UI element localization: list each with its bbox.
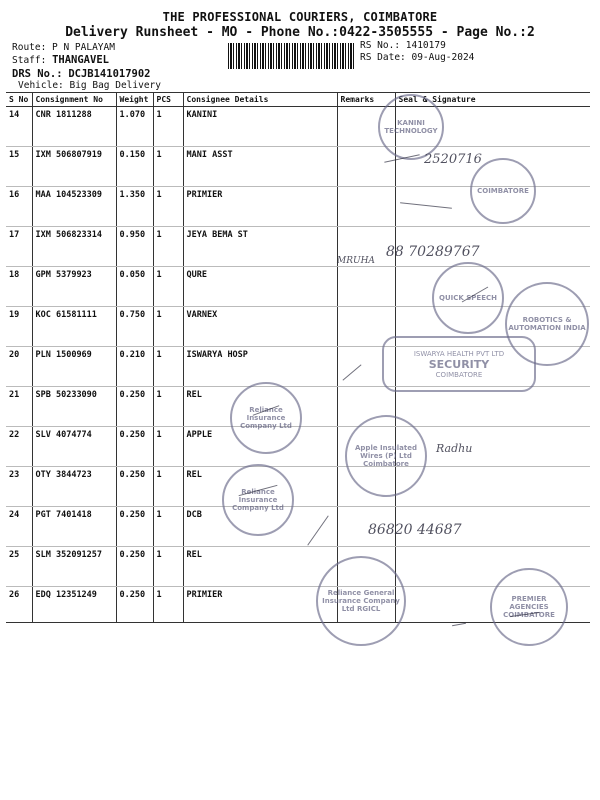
col-consignee: Consignee Details [183,93,337,107]
col-pcs: PCS [153,93,183,107]
cell-sno: 14 [6,107,32,147]
drs-line [12,68,151,80]
cell-consignment: OTY 3844723 [32,467,116,507]
cell-consignee: QURE [183,267,337,307]
drs-number: DCJB141017902 [68,68,151,80]
cell-pcs: 1 [153,347,183,387]
staff-line [12,54,109,66]
cell-sno: 17 [6,227,32,267]
cell-sno: 18 [6,267,32,307]
cell-weight: 0.150 [116,147,153,187]
handwritten-number: 86820 44687 [368,522,462,538]
cell-sno: 26 [6,587,32,623]
cell-remarks [337,147,395,187]
cell-pcs: 1 [153,307,183,347]
cell-consignment: IXM 506823314 [32,227,116,267]
cell-pcs: 1 [153,507,183,547]
drs-label: DRS No.: [12,68,63,80]
signature [452,623,466,626]
cell-consignment: GPM 5379923 [32,267,116,307]
cell-consignee: VARNEX [183,307,337,347]
cell-weight: 0.250 [116,387,153,427]
handwritten-number: 2520716 [424,152,482,167]
staff-name: THANGAVEL [52,54,109,66]
cell-pcs: 1 [153,267,183,307]
cell-consignment: PGT 7401418 [32,507,116,547]
route: Route: P N PALAYAM [12,42,115,53]
iswarya-seal-text: ISWARYA HEALTH PVT LTD [413,349,505,358]
cell-remarks [337,267,395,307]
cell-weight: 1.070 [116,107,153,147]
cell-sno: 25 [6,547,32,587]
cell-sno: 19 [6,307,32,347]
cell-weight: 1.350 [116,187,153,227]
cell-consignment: EDQ 12351249 [32,587,116,623]
cell-remarks [337,187,395,227]
table-row [6,467,590,507]
company-title: THE PROFESSIONAL COURIERS, COIMBATORE [162,10,438,24]
cell-sno: 24 [6,507,32,547]
premier-seal: PREMIER AGENCIES COIMBATORE [490,568,568,646]
cell-pcs: 1 [153,467,183,507]
cell-consignment: PLN 1500969 [32,347,116,387]
reliance-general-seal: Reliance General Insurance Company Ltd RGICL [316,556,406,646]
cell-seal [395,547,590,587]
reliance-seal: Reliance Insurance Company Ltd [222,464,294,536]
reliance-seal: Reliance Insurance Company Ltd [230,382,302,454]
cell-weight: 0.250 [116,587,153,623]
table-row [6,507,590,547]
cell-consignee: JEYA BEMA ST [183,227,337,267]
cell-consignee: REL [183,387,337,427]
cell-consignment: SLV 4074774 [32,427,116,467]
cell-consignee: ISWARYA HOSP [183,347,337,387]
cell-sno: 23 [6,467,32,507]
cell-sno: 22 [6,427,32,467]
cell-consignee: PRIMIER [183,187,337,227]
cell-consignment: SLM 352091257 [32,547,116,587]
cell-pcs: 1 [153,427,183,467]
cell-consignee: DCB [183,507,337,547]
iswarya-seal-city: COIMBATORE [435,370,483,379]
cell-weight: 0.250 [116,547,153,587]
table-header-row [6,93,590,107]
table-row [6,227,590,267]
cell-consignment: SPB 50233090 [32,387,116,427]
cell-consignment: IXM 506807919 [32,147,116,187]
cell-pcs: 1 [153,107,183,147]
table-row [6,107,590,147]
cell-pcs: 1 [153,187,183,227]
handwritten-name: Radhu [436,442,473,455]
cell-consignment: MAA 104523309 [32,187,116,227]
staff-label: Staff: [12,55,47,66]
cell-sno: 21 [6,387,32,427]
cell-pcs: 1 [153,547,183,587]
runsheet-title: Delivery Runsheet - MO - Phone No.:0422-3505555 - Page No.:2 [65,25,535,40]
cell-sno: 20 [6,347,32,387]
col-seal: Seal & Signature [395,93,590,107]
cell-weight: 0.210 [116,347,153,387]
rs-number: RS No.: 1410179 [360,40,446,51]
cell-weight: 0.750 [116,307,153,347]
vehicle: Vehicle: Big Bag Delivery [18,80,161,91]
barcode [228,43,354,69]
cell-weight: 0.950 [116,227,153,267]
cell-consignee: REL [183,467,337,507]
quick-speech-seal: QUICK SPEECH [432,262,504,334]
apple-seal: Apple Insulated Wires (P) Ltd Coimbatore [345,415,427,497]
iswarya-seal [382,336,536,392]
cell-pcs: 1 [153,387,183,427]
cell-sno: 15 [6,147,32,187]
robotics-seal: ROBOTICS & AUTOMATION INDIA [505,282,589,366]
cell-pcs: 1 [153,227,183,267]
cell-consignment: CNR 1811288 [32,107,116,147]
cell-weight: 0.250 [116,427,153,467]
cell-seal [395,467,590,507]
cell-consignment: KOC 61581111 [32,307,116,347]
handwritten-phone: 88 70289767 [386,244,480,260]
cell-consignee: KANINI [183,107,337,147]
kanini-seal: KANINI TECHNOLOGY [378,94,444,160]
coimbatore-seal: COIMBATORE [470,158,536,224]
col-consignment: Consignment No [32,93,116,107]
cell-weight: 0.250 [116,507,153,547]
col-remarks: Remarks [337,93,395,107]
cell-consignee: REL [183,547,337,587]
rs-date: RS Date: 09-Aug-2024 [360,52,475,63]
security-seal-text: SECURITY [428,357,490,371]
cell-pcs: 1 [153,587,183,623]
cell-consignee: PRIMIER [183,587,337,623]
handwritten-remark: MRUHA [337,256,375,266]
cell-sno: 16 [6,187,32,227]
cell-consignee: APPLE [183,427,337,467]
cell-seal [395,387,590,427]
cell-consignee: MANI ASST [183,147,337,187]
cell-pcs: 1 [153,147,183,187]
cell-weight: 0.250 [116,467,153,507]
cell-weight: 0.050 [116,267,153,307]
col-sno: S No [6,93,32,107]
col-weight: Weight [116,93,153,107]
